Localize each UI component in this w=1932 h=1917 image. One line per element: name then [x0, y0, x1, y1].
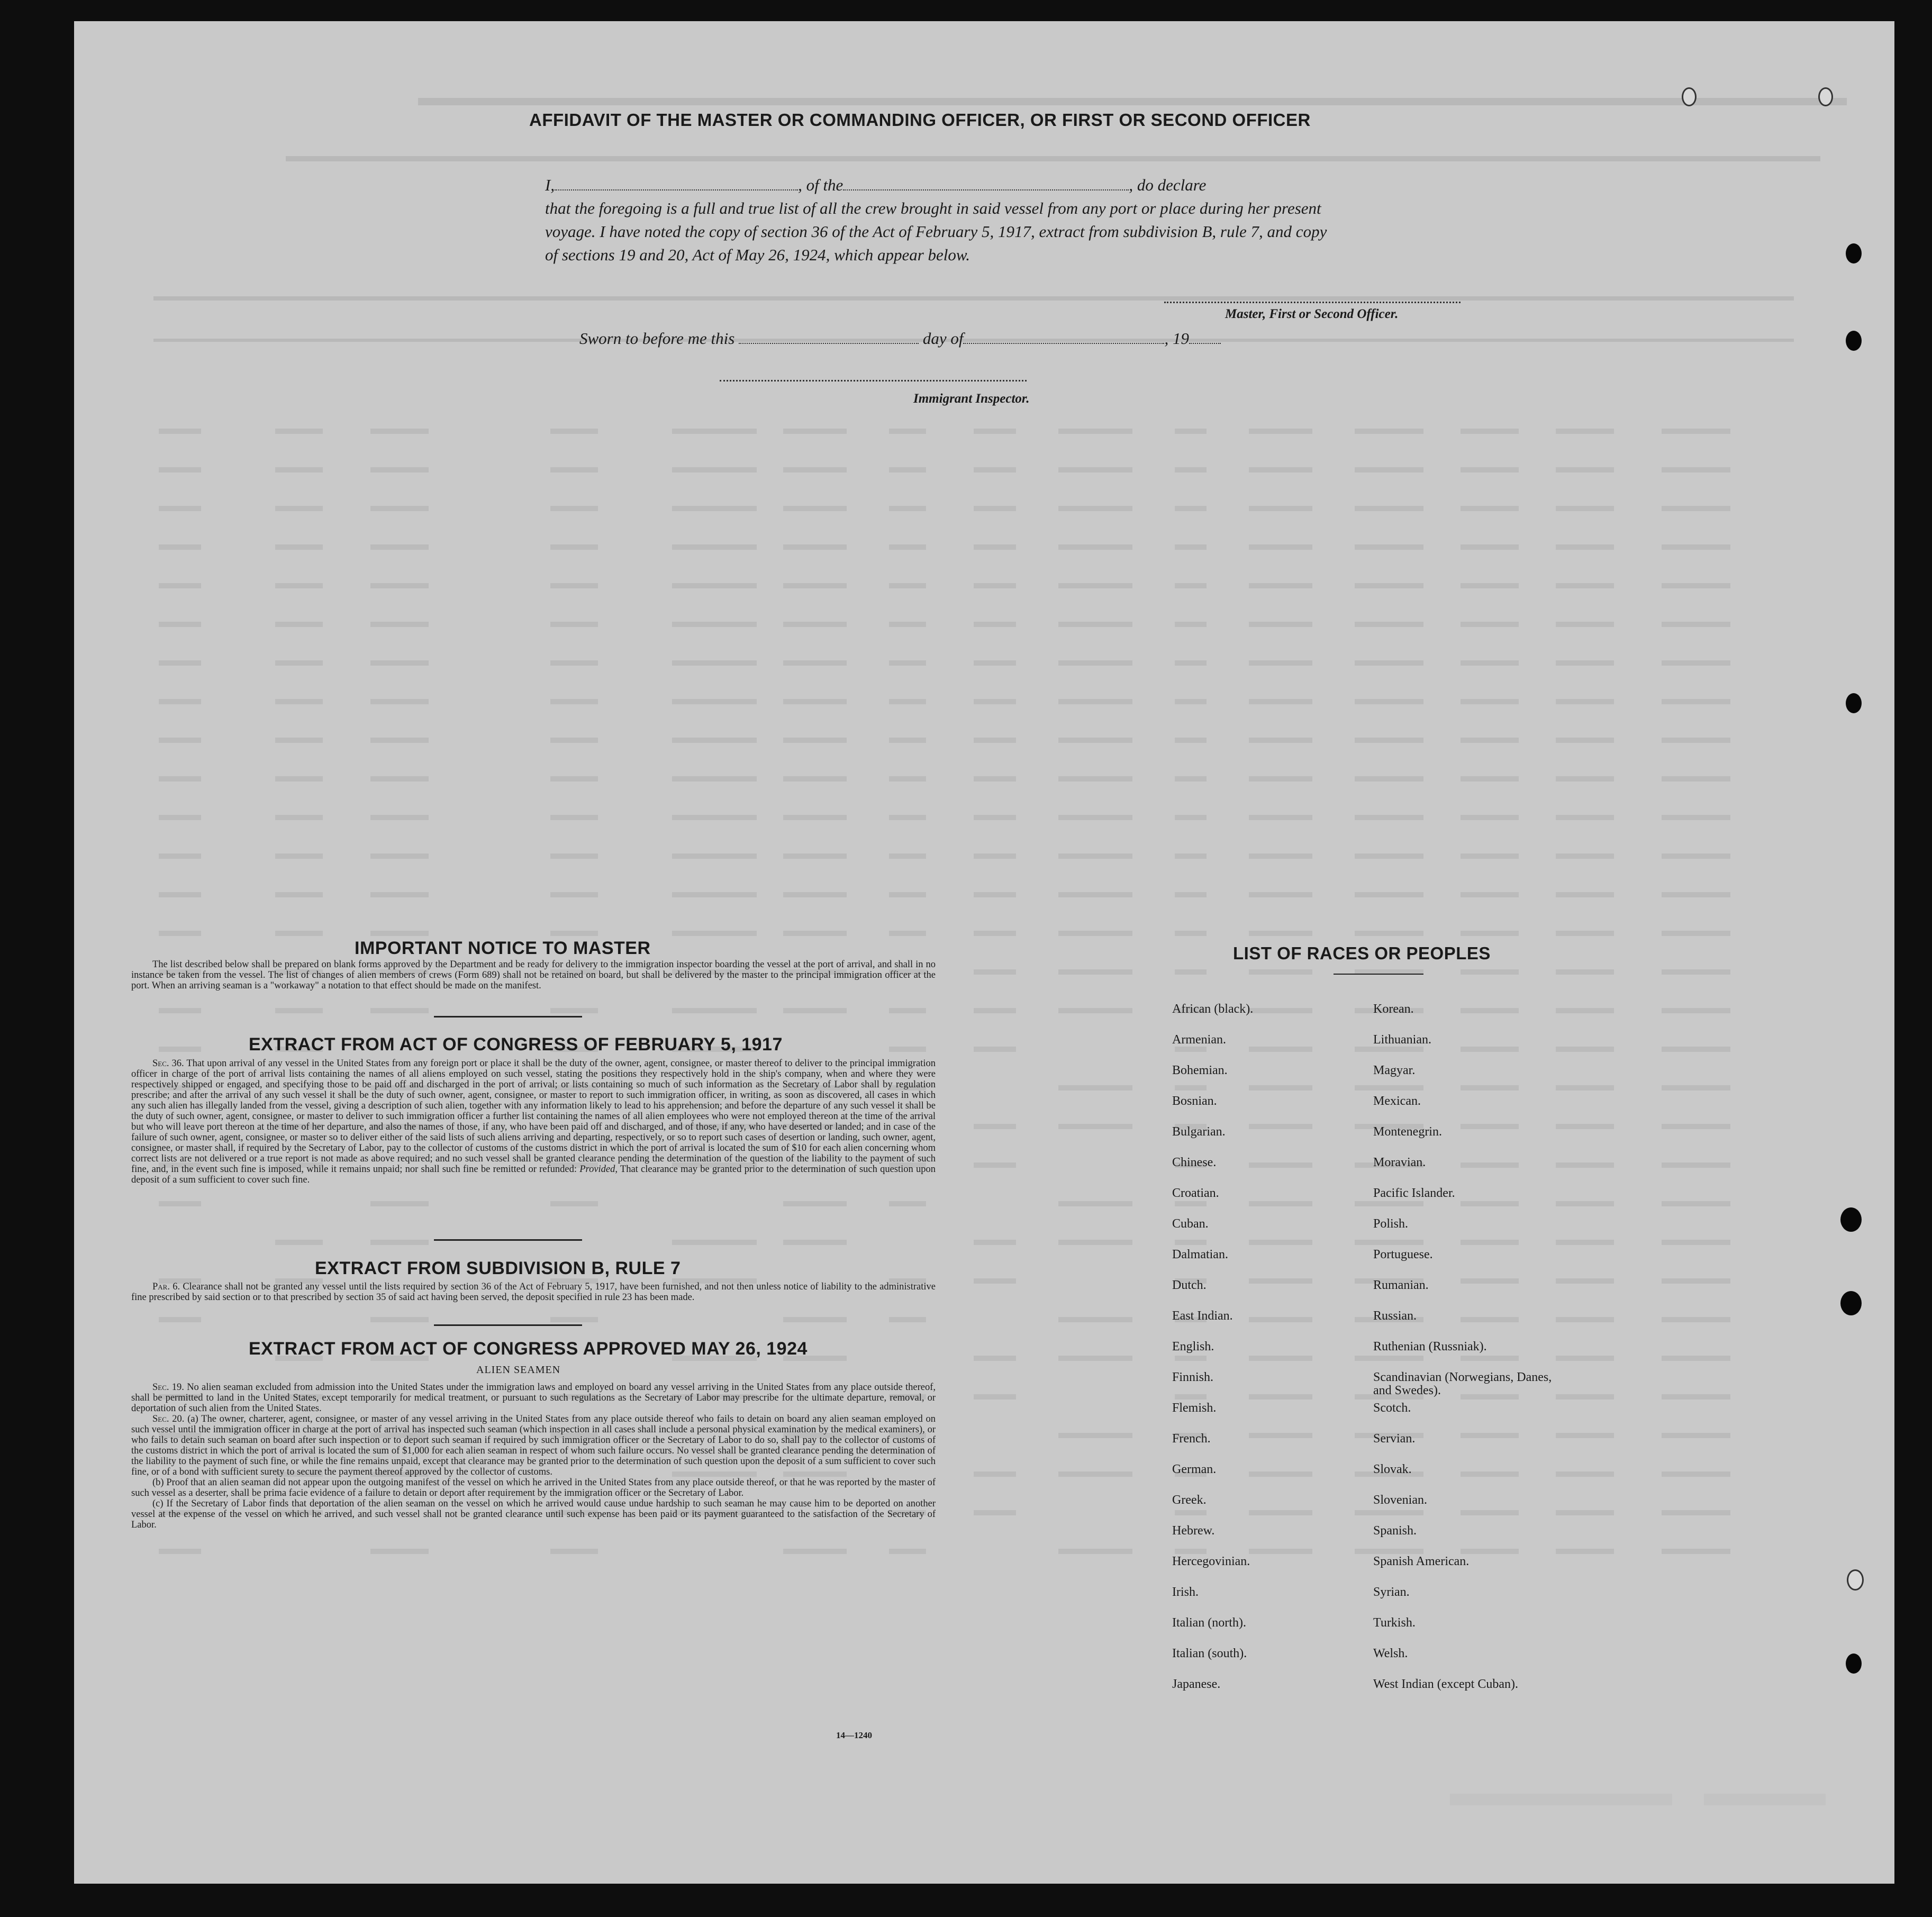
race-item: Flemish. — [1172, 1401, 1217, 1415]
race-item: Russian. — [1373, 1309, 1417, 1323]
extract-1917-text — [131, 1058, 936, 1185]
proviso-text: That clearance may be granted prior to the determination of such question upon deposit of a sum sufficient to cover such fine. — [131, 1164, 936, 1185]
sworn-day-field[interactable] — [739, 342, 919, 344]
sec-36-text: That upon arrival of any vessel in the United States from any foreign port or place it shall be the duty of the owner, agent, consignee, or master thereof to deliver to the principal immigration officer in charge of the port of arrival lists containing the names of all aliens employed on such vessel, stating the positions they respectively hold in the ship's company, when and where they were respectively shipped or engaged, and specifying those to be paid off and discharged in the port of arrival; or lists containing so much of such information as the Secretary of Labor shall by regulation prescribe; and after the arrival of any such vessel it shall be the duty of such owner, agent, consignee, or master to report to such immigration officer, in writing, as soon as discovered, all cases in which any such alien has illegally landed from the vessel, giving a description of such alien, together with any information likely to lead to his apprehension; and before the departure of any such vessel it shall be the duty of such owner, agent, consignee, or master to deliver to such immigration officer a further list containing the names of all alien employees who were not employed thereon at the time of the arrival but who will leave port thereon at the time of her departure, and also the names of those, if any, who have been paid off and discharged, and of those, if any, who have deserted or landed; and in case of the failure of such owner, agent, consignee, or master so to deliver either of the said lists of such aliens arriving and departing, respectively, or so to report such cases of desertion or landing, such owner, agent, consignee, or master shall, if required by the Secretary of Labor, pay to the collector of customs of the customs district in which the port of arrival is located the sum of $10 for each alien concerning whom correct lists are not delivered or a true report is not made as above required; and no such vessel shall be granted clearance pending the determination of the question of the liability to the payment of such fine, and, in the event such fine is imposed, while it remains unpaid; nor shall such fine be remitted or refunded: — [131, 1058, 936, 1175]
sec-19-label: Sec. 19. — [152, 1382, 184, 1393]
binder-ring — [1818, 87, 1833, 106]
notice-text: The list described below shall be prepared on blank forms approved by the Department and be ready for delivery to the immigration inspector boarding the vessel at the port of arrival, and shall in no instance be taken from the vessel. The list of changes of alien members of crews (Form 689) shall not be retained on board, but shall be delivered by the master to the principal immigration officer at the port. When an arriving seaman is a "workaway" a notation to that effect should be made on the manifest. — [131, 959, 936, 991]
race-item: Dutch. — [1172, 1278, 1207, 1292]
race-item: Hebrew. — [1172, 1524, 1215, 1538]
affidavit-text-line-2: that the foregoing is a full and true list of all the crew brought in said vessel from any port or place during her present — [545, 199, 1321, 217]
race-item: Korean. — [1373, 1002, 1414, 1016]
extract-1924-title: EXTRACT FROM ACT OF CONGRESS APPROVED MAY 26, 1924 — [249, 1339, 808, 1359]
par-6-text: Clearance shall not be granted any vessel until the lists required by section 36 of the Act of February 5, 1917, have been furnished, and not then unless notice of liability to the administrative fine prescribed by said section or to that prescribed by section 35 of said act having been served, the deposit specified in rule 23 has been made. — [131, 1282, 936, 1303]
race-item: French. — [1172, 1432, 1211, 1446]
race-item: Montenegrin. — [1373, 1125, 1442, 1139]
divider — [434, 1324, 582, 1326]
extract-rule7-title: EXTRACT FROM SUBDIVISION B, RULE 7 — [315, 1258, 681, 1278]
race-item: Dalmatian. — [1172, 1248, 1228, 1261]
race-item: German. — [1172, 1462, 1217, 1476]
race-item: Ruthenian (Russniak). — [1373, 1340, 1487, 1353]
declare-label: , do declare — [1129, 176, 1207, 194]
affidavit-title: AFFIDAVIT OF THE MASTER OR COMMANDING OFFICER, OR FIRST OR SECOND OFFICER — [529, 110, 1311, 130]
race-item: Scandinavian (Norwegians, Danes, and Swedes). — [1373, 1370, 1552, 1397]
divider — [1334, 974, 1423, 975]
declarant-name-field[interactable] — [555, 189, 798, 190]
race-item: Slovak. — [1373, 1462, 1412, 1476]
race-item: English. — [1172, 1340, 1214, 1353]
race-item: Turkish. — [1373, 1616, 1416, 1630]
alien-seamen-subtitle: ALIEN SEAMEN — [476, 1364, 561, 1376]
race-item: Polish. — [1373, 1217, 1409, 1231]
binder-hole — [1846, 693, 1862, 713]
race-item: Welsh. — [1373, 1647, 1408, 1660]
inspector-label: Immigrant Inspector. — [913, 392, 1030, 406]
sworn-label: Sworn to before me this — [579, 329, 735, 348]
race-item: Bosnian. — [1172, 1094, 1217, 1108]
race-item: African (black). — [1172, 1002, 1254, 1016]
races-title: LIST OF RACES OR PEOPLES — [1233, 943, 1491, 963]
master-signature-field[interactable] — [1164, 302, 1461, 303]
race-item: West Indian (except Cuban). — [1373, 1677, 1518, 1691]
race-item: Syrian. — [1373, 1585, 1410, 1599]
race-item: Croatian. — [1172, 1186, 1219, 1200]
race-item: Spanish. — [1373, 1524, 1417, 1538]
affidavit-declaration-line — [545, 176, 1206, 195]
race-item: Cuban. — [1172, 1217, 1209, 1231]
divider — [434, 1239, 582, 1241]
form-number: 14—1240 — [836, 1730, 872, 1740]
divider — [434, 1016, 582, 1017]
race-item: Hercegovinian. — [1172, 1555, 1250, 1568]
race-item: Finnish. — [1172, 1370, 1214, 1384]
race-item: Magyar. — [1373, 1064, 1416, 1077]
binder-hole — [1846, 331, 1862, 351]
vessel-name-field[interactable] — [843, 189, 1129, 190]
race-item: Italian (south). — [1172, 1647, 1247, 1660]
declarant-label: I, — [545, 176, 555, 194]
race-item: Lithuanian. — [1373, 1033, 1431, 1047]
race-item: Servian. — [1373, 1432, 1416, 1446]
race-item: Bulgarian. — [1172, 1125, 1226, 1139]
sec-20-b-text: (b) Proof that an alien seaman did not appear upon the outgoing manifest of the vessel on which he arrived in the United States from any place outside thereof, or that he was reported by the master of such vessel as a deserter, shall be prima facie evidence of a failure to detain or deport after requirement by the immigration officer or the Secretary of Labor. — [131, 1477, 936, 1498]
binder-hole — [1840, 1291, 1862, 1315]
race-item: Rumanian. — [1373, 1278, 1429, 1292]
race-item: Italian (north). — [1172, 1616, 1246, 1630]
race-item: Irish. — [1172, 1585, 1199, 1599]
sec-36-label: Sec. 36. — [152, 1058, 184, 1069]
sec-19-text: No alien seaman excluded from admission into the United States under the immigration laws and employed on board any vessel arriving in the United States from any place outside thereof, shall be permitted to land in the United States, except temporarily for medical treatment, or pursuant to such regulations as the Secretary of Labor may prescribe for the ultimate departure, removal, or deportation of such alien from the United States. — [131, 1382, 936, 1414]
binder-ring — [1847, 1569, 1864, 1591]
race-item: Greek. — [1172, 1493, 1207, 1507]
binder-hole — [1846, 1653, 1862, 1674]
document-page — [74, 21, 1894, 1884]
day-of-label: day of — [922, 329, 964, 348]
sec-20-c-text: (c) If the Secretary of Labor finds that deportation of the alien seaman on the vessel on which he arrived would cause undue hardship to such seaman he may cause him to be deported on another vessel at the expense of the vessel on which he arrived, and such vessel shall not be granted clearance until such expense has been paid or its payment guaranteed to the satisfaction of the Secretary of Labor. — [131, 1498, 936, 1530]
binder-ring — [1682, 87, 1697, 106]
race-item: Moravian. — [1373, 1156, 1426, 1169]
extract-1924-text — [131, 1382, 936, 1530]
sworn-month-field[interactable] — [963, 342, 1164, 344]
sworn-line — [579, 329, 1221, 348]
race-item: Armenian. — [1172, 1033, 1226, 1047]
race-item: Chinese. — [1172, 1156, 1217, 1169]
race-item: East Indian. — [1172, 1309, 1233, 1323]
inspector-signature-field[interactable] — [720, 380, 1027, 381]
extract-rule7-text — [131, 1282, 936, 1303]
binder-hole — [1846, 243, 1862, 264]
race-item: Pacific Islander. — [1373, 1186, 1455, 1200]
binder-hole — [1840, 1207, 1862, 1232]
race-item: Japanese. — [1172, 1677, 1221, 1691]
bleed-through-texture — [74, 21, 1894, 1884]
vessel-label: , of the — [798, 176, 843, 194]
sec-20-label: Sec. 20. — [152, 1414, 185, 1424]
par-6-label: Par. 6. — [152, 1282, 180, 1292]
sworn-year-field[interactable] — [1189, 342, 1221, 344]
race-item: Slovenian. — [1373, 1493, 1427, 1507]
race-item: Spanish American. — [1373, 1555, 1470, 1568]
sec-20-a-text: (a) The owner, charterer, agent, consignee, or master of any vessel arriving in the United States from any place outside thereof who fails to detain on board any alien seaman employed on such vessel until the immigration officer in charge at the port of arrival has inspected such seaman (which inspection in all cases shall include a personal physical examination by the medical examiners), or who fails to detain such seaman on board after such inspection or to deport such seaman if required by such immigration officer or the Secretary of Labor to do so, shall pay to the collector of customs of the customs district in which the port of arrival is located the sum of $1,000 for each alien seaman in respect of whom such failure occurs. No vessel shall be granted clearance pending the determination of the liability to the payment of such fine, or while the fine remains unpaid, except that clearance may be granted prior to the determination of such question upon the deposit of a sum sufficient to cover such fine, or of a bond with sufficient surety to secure the payment thereof approved by the collector of customs. — [131, 1414, 936, 1477]
year-label: , 19 — [1164, 329, 1189, 348]
race-item: Portuguese. — [1373, 1248, 1433, 1261]
master-signature-label: Master, First or Second Officer. — [1225, 307, 1399, 321]
race-item: Mexican. — [1373, 1094, 1421, 1108]
affidavit-text-line-3: voyage. I have noted the copy of section 36 of the Act of February 5, 1917, extract from subdivision B, rule 7, and copy — [545, 222, 1327, 241]
race-item: Bohemian. — [1172, 1064, 1228, 1077]
race-item: Scotch. — [1373, 1401, 1411, 1415]
notice-title: IMPORTANT NOTICE TO MASTER — [355, 938, 651, 958]
extract-1917-title: EXTRACT FROM ACT OF CONGRESS OF FEBRUARY 5, 1917 — [249, 1034, 783, 1055]
proviso-label: Provided, — [579, 1164, 618, 1175]
affidavit-text-line-4: of sections 19 and 20, Act of May 26, 1924, which appear below. — [545, 246, 970, 264]
